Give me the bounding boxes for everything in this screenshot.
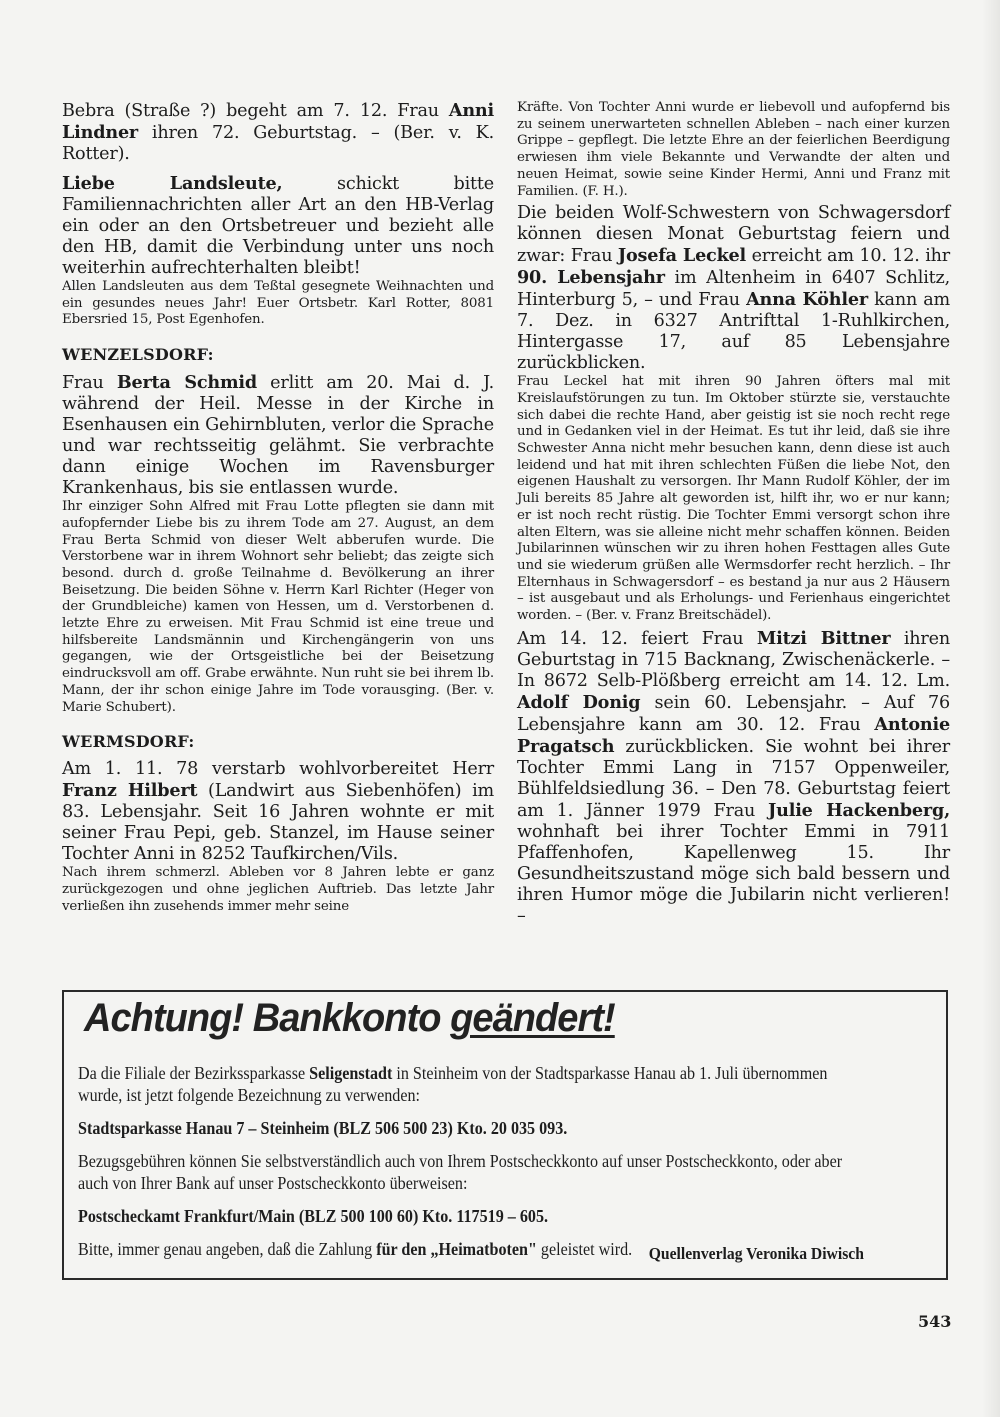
text: ihren Geburtstag in 715 Backnang, Zwischenäckerle. – In 8672 Selb-Plößberg erreicht am 14. 12. Lm.	[517, 628, 950, 691]
person-name: Berta Schmid	[116, 372, 257, 394]
text: Die beiden Wolf-Schwestern von Schwagersdorf können diesen Monat Geburtstag feiern und zwar: Frau	[517, 203, 950, 267]
person-name: Adolf Donig	[517, 691, 641, 713]
appeal-lead: Liebe Landsleute,	[62, 173, 283, 194]
person-name: Anna Köhler	[746, 289, 868, 311]
text: Bitte, immer genau angeben, daß die Zahlung	[78, 1239, 377, 1259]
text: erreicht am 10. 12. ihr	[746, 246, 950, 267]
title-text: Achtung! Bankkonto	[84, 996, 451, 1040]
text: sein 60. Lebensjahr. – Auf 76 Lebensjahre kann am 30. 12. Frau	[517, 692, 950, 735]
wolf-sisters-paragraph	[517, 203, 950, 374]
text: kann am 7. Dez. in 6327 Antrifttal 1-Ruhlkirchen, Hintergasse 17, auf 85 Lebensjahre zurückblicken.	[517, 290, 950, 374]
page-edge-shadow	[982, 0, 1000, 1417]
intro-text-end: ihren 72. Geburtstag. – (Ber. v. K. Rotter).	[62, 123, 494, 164]
text: wohnhaft bei ihrer Tochter Emmi in 7911 Pfaffenhofen, Kapellenweg 15. Ihr Gesundheitszustand möge sich bald bessern und ihren Humor möge die Jubilarin nicht verlieren! –	[517, 821, 950, 926]
age-highlight: 90. Lebensjahr	[517, 267, 665, 289]
text: in Steinheim von der Stadtsparkasse Hanau ab 1. Juli übernommen wurde, ist jetzt folgende Bezeichnung zu verwenden:	[78, 1063, 828, 1105]
payment-reference: für den „Heimatboten"	[376, 1239, 537, 1259]
notice-paragraph-2: Bezugsgebühren können Sie selbstverständlich auch von Ihrem Postscheckkonto auf unser Postscheckkonto, oder aber auch von Ihrer Bank auf unser Postscheckkonto überweisen:	[78, 1151, 843, 1193]
wermsdorf-lead	[62, 759, 494, 865]
wenzelsdorf-lead	[62, 372, 494, 499]
page-number: 543	[918, 1312, 952, 1331]
bank-account-details: Stadtsparkasse Hanau 7 – Steinheim (BLZ 506 500 23) Kto. 20 035 093.	[78, 1118, 568, 1138]
wenzelsdorf-body: Ihr einziger Sohn Alfred mit Frau Lotte pflegten sie dann mit aufopfernder Liebe bis zu ihrem Tode am 27. August, an dem Frau Berta Schmid von dieser Welt abberufen wurde. Die Verstorbene war in ihrem Wohnort sehr beliebt; das zeigte sich besond. durch d. große Teilnahme d. Bevölkerung an ihrer Beisetzung. Die beiden Söhne v. Herrn Karl Richter (Heger von der Grundbleiche) kamen von Hessen, um d. Verstorbenen d. letzte Ehre zu erweisen. Mit Frau Schmid ist eine treue und hilfsbereite Landsmännin und Kirchengängerin von uns gegangen, wie der Ortsgeistliche bei der Beisetzung eindrucksvoll am off. Grabe erwähnte. Nun ruht sie bei ihrem lb. Mann, der ihr schon einige Jahre im Tode vorausging. (Ber. v. Marie Schubert).	[62, 499, 494, 715]
text: geleistet wird.	[536, 1239, 633, 1259]
left-column	[62, 100, 494, 915]
wermsdorf-body: Nach ihrem schmerzl. Ableben vor 8 Jahren lebte er ganz zurückgezogen und ohne jeglichen Auftrieb. Das letzte Jahr verließen ihn zusehends immer mehr seine	[62, 865, 494, 914]
intro-text: Bebra (Straße ?) begeht am 7. 12. Frau	[62, 101, 449, 121]
continuation-paragraph: Kräfte. Von Tochter Anni wurde er liebevoll und aufopfernd bis zu seinem unerwarteten schnellen Ableben – nach einer kurzen Grippe – gepflegt. Die letzte Ehre an der feierlichen Beerdigung erwiesen ihm viele Bekannte und Verwandte der alten und neuen Heimat, sowie seine Kinder Hermi, Anni und Franz mit Familien. (F. H.).	[517, 100, 950, 199]
lead-text: Frau	[62, 373, 117, 394]
postal-account-details: Postscheckamt Frankfurt/Main (BLZ 500 100 60) Kto. 117519 – 605.	[78, 1206, 549, 1226]
intro-paragraph	[62, 100, 494, 165]
notice-paragraph-1	[78, 1062, 869, 1106]
person-name: Julie Hackenberg,	[768, 799, 950, 821]
greeting-paragraph: Allen Landsleuten aus dem Teßtal gesegnete Weihnachten und ein gesundes neues Jahr! Euer Ortsbetr. Karl Rotter, 8081 Ebersried 15, Post Egenhofen.	[62, 279, 494, 328]
title-underlined: geändert!	[450, 996, 615, 1040]
section-heading-wenzelsdorf: WENZELSDORF:	[62, 345, 214, 365]
birthdays-paragraph	[517, 628, 950, 927]
text: zurückblicken. Sie wohnt bei ihrer Tochter Emmi Lang in 7157 Oppenweiler, Bühlfeldsiedlung 36. – Den 78. Geburtstag feiert am 1. Jänner 1979 Frau	[517, 736, 950, 821]
bank-branch-name: Seligenstadt	[309, 1063, 393, 1083]
leckel-body: Frau Leckel hat mit ihren 90 Jahren öfters mal mit Kreislaufstörungen zu tun. Im Oktober stürzte sie, verstauchte sich dabei die rechte Hand, aber geistig ist sie noch recht rege und in Gedanken viel in der Heimat. Es tut ihr leid, daß sie ihre Schwester Anna nicht mehr besuchen kann, denn diese ist auch leidend und hat mit ihren schlechten Füßen die liebe Not, den eigenen Haushalt zu versorgen. Ihr Mann Rudolf Köhler, der im Juli bereits 85 Jahre alt geworden ist, hilft ihr, wo er nur kann; er ist noch recht rüstig. Die Tochter Emmi versorgt schon ihre alten Eltern, was sie alleine nicht mehr schaffen können. Beiden Jubilarinnen wünschen wir zu ihren hohen Festtagen alles Gute und sie wiederum grüßen alle Wermsdorfer recht herzlich. – Ihr Elternhaus in Schwagersdorf – es bestand ja nur aus 2 Häusern – ist ausgebaut und als Erholungs- und Ferienhaus eingerichtet worden. – (Ber. v. Franz Breitschädel).	[517, 374, 950, 624]
text: Da die Filiale der Bezirkssparkasse	[78, 1063, 310, 1083]
text: Am 14. 12. feiert Frau	[517, 628, 757, 649]
lead-text-end: (Landwirt aus Siebenhöfen) im 83. Lebensjahr. Seit 16 Jahren wohnte er mit seiner Frau Pepi, geb. Stanzel, im Hause seiner Tochter Anni in 8252 Taufkirchen/Vils.	[62, 781, 494, 865]
publisher-signature: Quellenverlag Veronika Diwisch	[648, 1244, 864, 1263]
notice-body	[78, 1062, 869, 1271]
person-name: Antonie Pragatsch	[517, 713, 950, 757]
bank-account-notice-box	[62, 990, 948, 1280]
person-name: Josefa Leckel	[617, 245, 747, 267]
notice-title	[84, 996, 615, 1041]
person-name: Franz Hilbert	[62, 780, 198, 802]
appeal-text: schickt bitte Familiennachrichten aller Art an den HB-Verlag ein oder an den Ortsbetreuer und bezieht alle den HB, damit die Verbindung unter uns noch weiterhin aufrechterhalten bleibt!	[62, 174, 494, 278]
person-name: Anni Lindner	[62, 100, 494, 143]
lead-text: Am 1. 11. 78 verstarb wohlvorbereitet Herr	[62, 759, 494, 780]
section-heading-wermsdorf: WERMSDORF:	[62, 732, 195, 752]
lead-text-end: erlitt am 20. Mai d. J. während der Heil. Messe in der Kirche in Esenhausen ein Gehirnbluten, verlor die Sprache und war rechtsseitig gelähmt. Sie verbrachte dann einige Wochen im Ravensburger Krankenhaus, bis sie entlassen wurde.	[62, 373, 495, 499]
right-column	[517, 100, 950, 927]
person-name: Mitzi Bittner	[756, 627, 891, 649]
text: im Altenheim in 6407 Schlitz, Hinterburg 5, – und Frau	[517, 268, 950, 311]
appeal-paragraph	[62, 173, 494, 279]
